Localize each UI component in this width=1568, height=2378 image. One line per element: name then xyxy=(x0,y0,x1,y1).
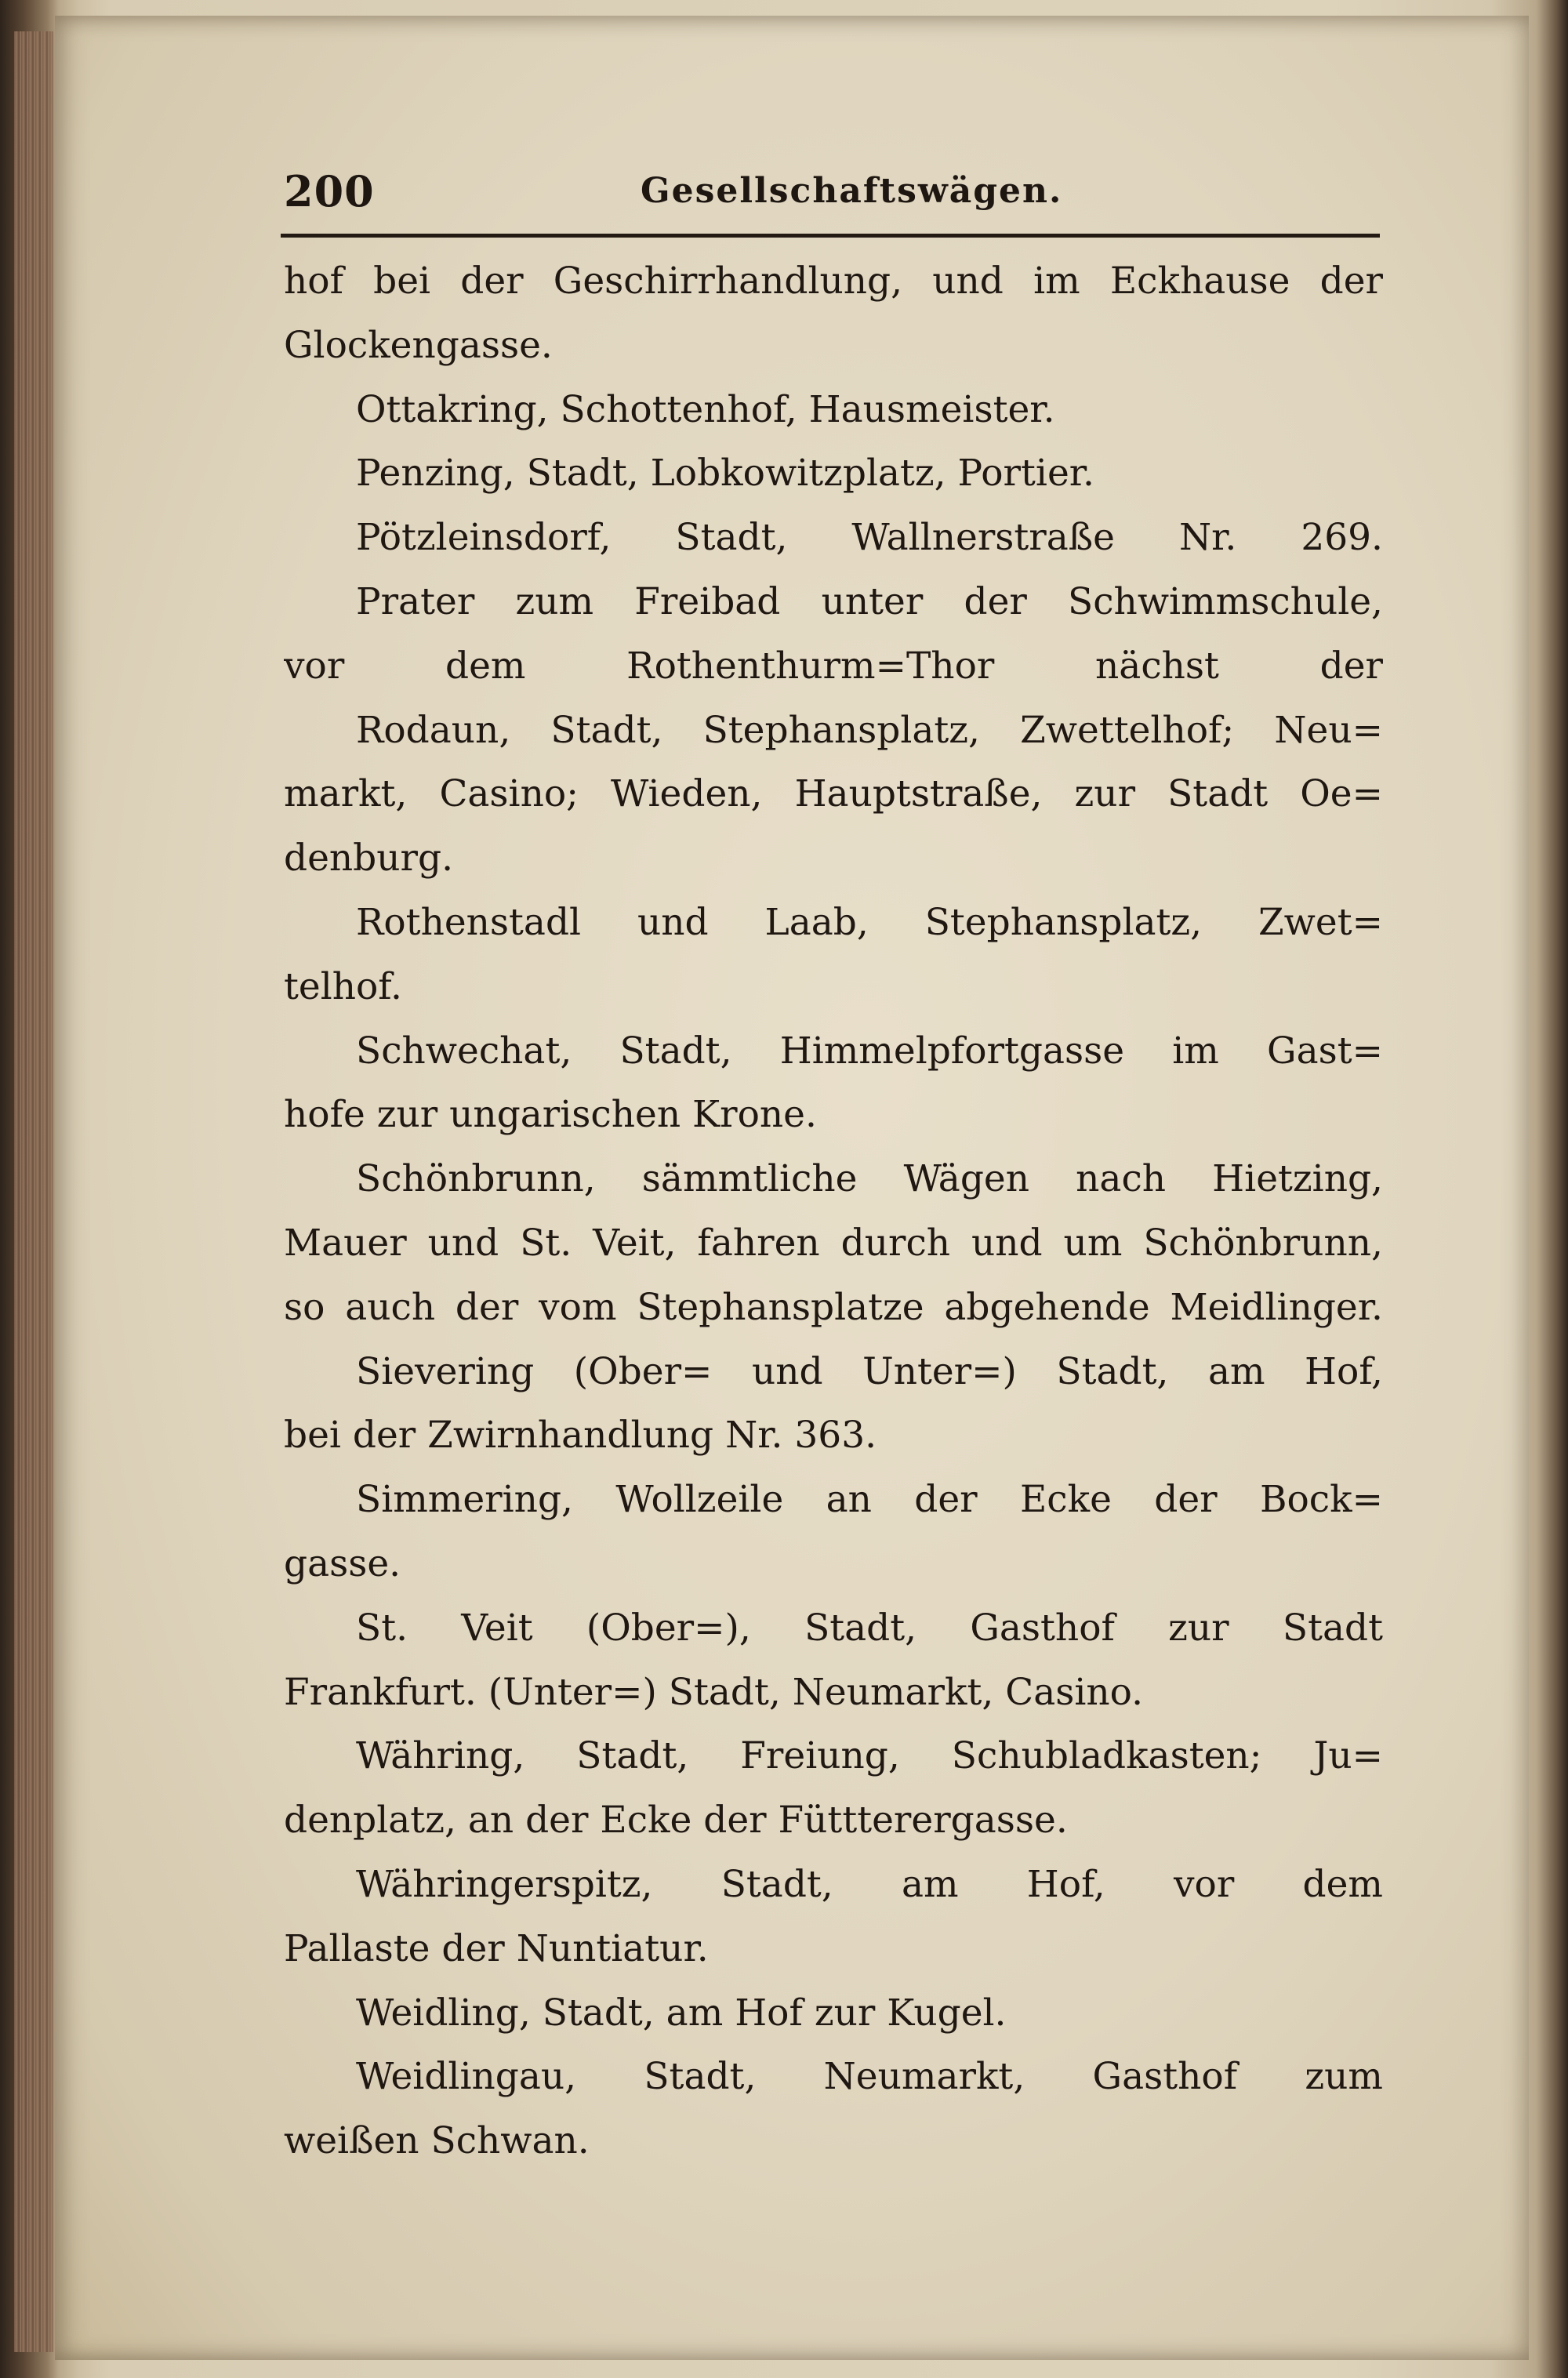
entry-line: Weidling, Stadt, am Hof zur Kugel. xyxy=(356,1991,1007,2035)
entry-line: Rothenstadl und Laab, Stephansplatz, Zwet= xyxy=(356,900,1383,944)
page-header xyxy=(284,166,1381,221)
entry-line: Weidlingau, Stadt, Neumarkt, Gasthof zum xyxy=(356,2055,1383,2099)
text-line: Mauer und St. Veit, fahren durch und um Schönbrunn, xyxy=(284,1221,1383,1265)
entry-line: Rodaun, Stadt, Stephansplatz, Zwettelhof; Neu= xyxy=(356,708,1383,752)
text-line: markt, Casino; Wieden, Hauptstraße, zur Stadt Oe= xyxy=(284,772,1383,816)
entry-line: Schwechat, Stadt, Himmelpfortgasse im Gast= xyxy=(356,1029,1383,1073)
text-line: hofe zur ungarischen Krone. xyxy=(284,1093,817,1137)
entry-line: Schönbrunn, sämmtliche Wägen nach Hietzing, xyxy=(356,1157,1383,1201)
text-line: denplatz, an der Ecke der Füttterergasse. xyxy=(284,1799,1068,1842)
text-line: hof bei der Geschirrhandlung, und im Eckhause der xyxy=(284,260,1383,303)
text-line: Pallaste der Nuntiatur. xyxy=(284,1926,709,1970)
body-text xyxy=(284,249,1383,2173)
text-line: gasse. xyxy=(284,1541,401,1585)
entry-line: Simmering, Wollzeile an der Ecke der Bock= xyxy=(356,1478,1383,1522)
entry-line: Währing, Stadt, Freiung, Schubladkasten; Ju= xyxy=(356,1734,1383,1778)
entry-line: St. Veit (Ober=), Stadt, Gasthof zur Stadt xyxy=(356,1606,1383,1650)
header-rule xyxy=(281,234,1380,238)
text-line: Glockengasse. xyxy=(284,323,553,367)
text-line: telhof. xyxy=(284,964,402,1008)
entry-line: Sievering (Ober= und Unter=) Stadt, am Hof, xyxy=(356,1349,1383,1393)
entry-line: Währingerspitz, Stadt, am Hof, vor dem xyxy=(356,1862,1383,1906)
text-line: Frankfurt. (Unter=) Stadt, Neumarkt, Casino. xyxy=(284,1670,1144,1714)
entry-line: Pötzleinsdorf, Stadt, Wallnerstraße Nr. 269. xyxy=(356,516,1383,560)
text-line: bei der Zwirnhandlung Nr. 363. xyxy=(284,1414,877,1458)
text-line: denburg. xyxy=(284,837,454,880)
text-line: vor dem Rothenthurm=Thor nächst der xyxy=(284,644,1383,688)
entry-line: Prater zum Freibad unter der Schwimmschule, xyxy=(356,579,1383,623)
entry-line: Penzing, Stadt, Lobkowitzplatz, Portier. xyxy=(356,452,1094,496)
page-number: 200 xyxy=(284,166,375,216)
page-edges xyxy=(14,31,53,2352)
text-line: so auch der vom Stephansplatze abgehende Meidlinger. xyxy=(284,1285,1383,1329)
entry-line: Ottakring, Schottenhof, Hausmeister. xyxy=(356,387,1055,431)
running-head: Gesellschaftswägen. xyxy=(641,171,1063,211)
text-line: weißen Schwan. xyxy=(284,2119,590,2163)
